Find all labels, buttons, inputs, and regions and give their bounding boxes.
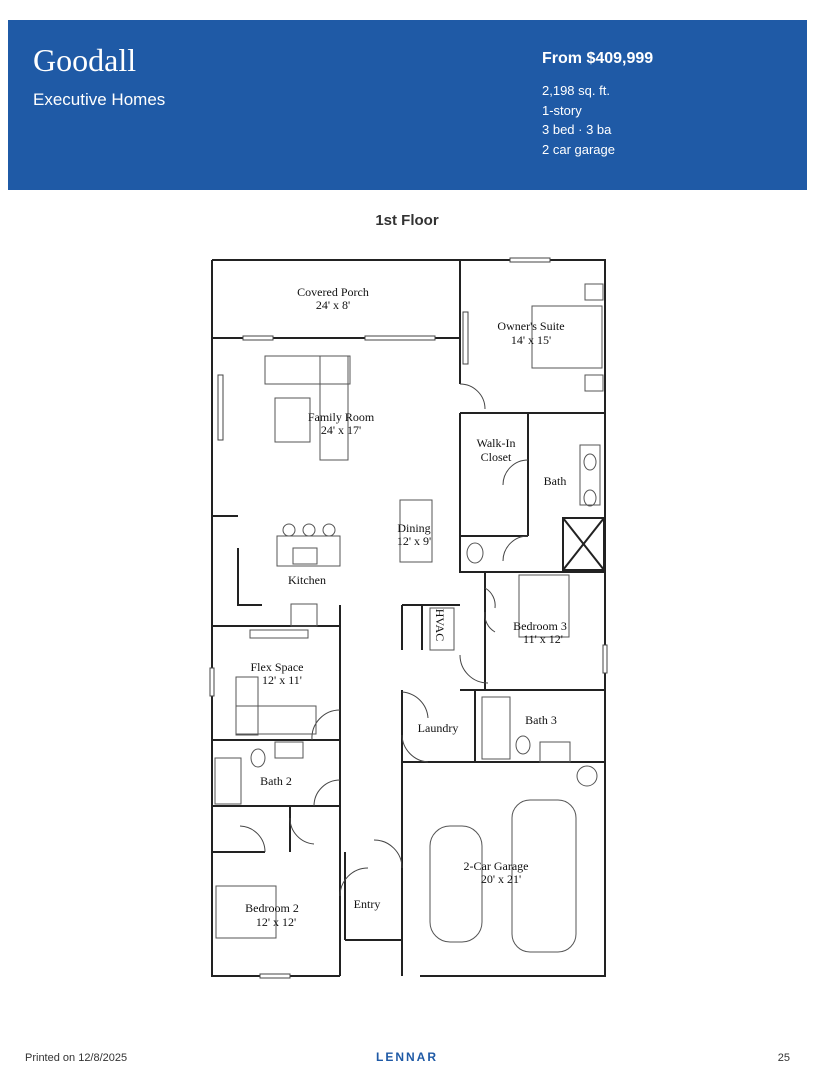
furniture [215,284,603,952]
label-walk-in-closet: Walk-In [476,436,516,450]
size-owners-suite: 14' x 15' [510,333,552,347]
size-family-room: 24' x 17' [320,423,362,437]
label-garage: 2-Car Garage [463,859,529,873]
label-walk-in-closet-2: Closet [480,450,512,464]
plan-price: From $409,999 [542,50,654,67]
size-bedroom-3: 11' x 12' [523,632,563,646]
label-hvac: HVAC [433,608,447,642]
size-dining: 12' x 9' [396,534,432,548]
spec-sqft: 2,198 sq. ft. [542,83,610,98]
size-flex-space: 12' x 11' [262,673,302,687]
page-number: 25 [777,1052,790,1064]
label-entry: Entry [353,897,381,911]
windows [210,258,607,978]
plan-walls [212,260,605,976]
size-covered-porch: 24' x 8' [315,298,351,312]
label-laundry: Laundry [417,721,459,735]
label-bedroom-3: Bedroom 3 [513,619,567,633]
spec-bed-bath: 3 bed · 3 ba [542,122,612,137]
label-bath-2: Bath 2 [260,774,292,788]
label-dining: Dining [397,521,431,535]
label-bath-3: Bath 3 [525,713,557,727]
label-flex-space: Flex Space [250,660,304,674]
spec-stories: 1-story [542,102,582,118]
spec-garage: 2 car garage [542,141,615,157]
size-bedroom-2: 12' x 12' [255,915,297,929]
label-owners-suite: Owner's Suite [497,319,565,333]
label-family-room: Family Room [307,410,375,424]
plan-title: Goodall [33,42,137,78]
label-kitchen: Kitchen [288,573,326,587]
label-bedroom-2: Bedroom 2 [245,901,299,915]
size-garage: 20' x 21' [480,872,522,886]
plan-collection: Executive Homes [33,90,166,109]
label-owners-bath: Bath [543,474,567,488]
floor-title: 1st Floor [375,212,439,229]
label-covered-porch: Covered Porch [297,285,369,299]
lennar-logo: LENNAR [376,1050,438,1064]
printed-date: Printed on 12/8/2025 [25,1052,128,1064]
